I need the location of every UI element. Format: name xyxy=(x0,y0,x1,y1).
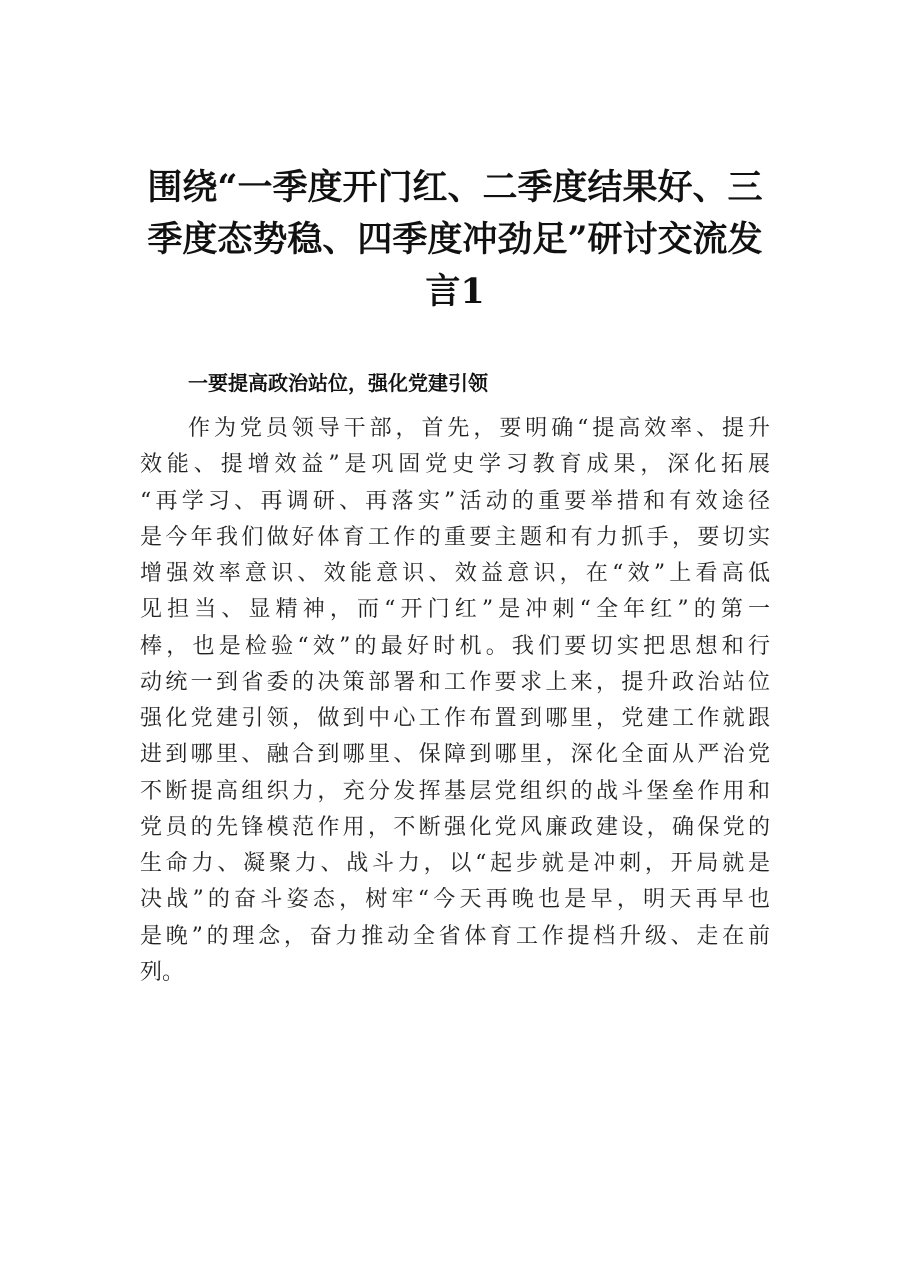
section-heading: 一要提高政治站位，强化党建引领 xyxy=(188,371,488,395)
paragraph-line: 见担当、显精神，而“开门红”是冲刺“全年红”的第一 xyxy=(140,597,770,623)
paragraph-line: 是晚”的理念，奋力推动全省体育工作提档升级、走在前 xyxy=(140,923,770,949)
paragraph-line: 动统一到省委的决策部署和工作要求上来，提升政治站位 xyxy=(140,669,770,695)
paragraph-line: 决战”的奋斗姿态，树牢“今天再晚也是早，明天再早也 xyxy=(140,887,770,913)
title-line: 言1 xyxy=(425,271,485,312)
body-paragraph xyxy=(140,411,770,991)
paragraph-line: “再学习、再调研、再落实”活动的重要举措和有效途径 xyxy=(140,488,770,514)
paragraph-line: 是今年我们做好体育工作的重要主题和有力抓手，要切实 xyxy=(140,524,770,550)
title-line: 围绕“一季度开门红、二季度结果好、三 xyxy=(147,167,763,208)
paragraph-line: 棒，也是检验“效”的最好时机。我们要切实把思想和行 xyxy=(140,633,770,659)
document-title xyxy=(140,162,770,318)
paragraph-line: 列。 xyxy=(140,959,185,985)
title-line: 季度态势稳、四季度冲劲足”研讨交流发 xyxy=(147,219,763,260)
paragraph-line: 作为党员领导干部，首先，要明确“提高效率、提升 xyxy=(188,416,770,441)
paragraph-line: 生命力、凝聚力、战斗力，以“起步就是冲刺，开局就是 xyxy=(140,851,770,876)
paragraph-line: 党员的先锋模范作用，不断强化党风廉政建设，确保党的 xyxy=(140,814,770,840)
paragraph-line: 不断提高组织力，充分发挥基层党组织的战斗堡垒作用和 xyxy=(140,778,770,804)
paragraph-line: 强化党建引领，做到中心工作布置到哪里，党建工作就跟 xyxy=(140,706,770,731)
paragraph-line: 增强效率意识、效能意识、效益意识，在“效”上看高低 xyxy=(140,561,770,586)
paragraph-line: 效能、提增效益”是巩固党史学习教育成果，深化拓展 xyxy=(140,452,770,478)
paragraph-line: 进到哪里、融合到哪里、保障到哪里，深化全面从严治党 xyxy=(140,742,770,768)
